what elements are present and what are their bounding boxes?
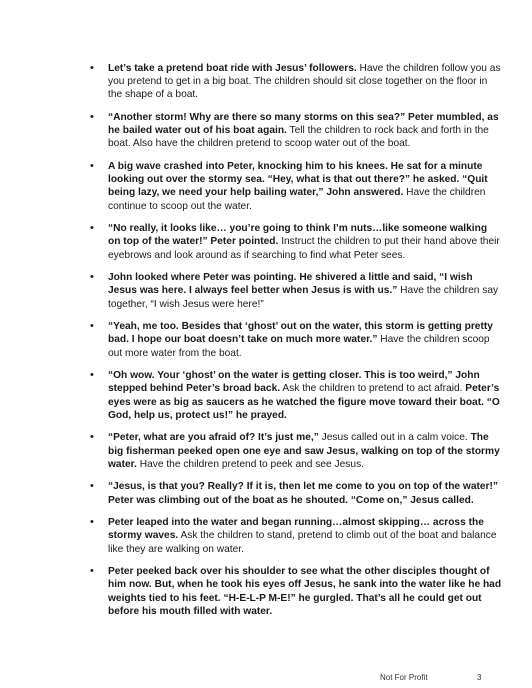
story-bullet-list (82, 62, 502, 627)
list-item: • Peter leaped into the water and began running…almost skipping… across the stormy waves. Ask the children to stand, pretend to climb out of the boat and balance like they are walking on water. (90, 516, 497, 555)
list-item: • “Jesus, is that you? Really? If it is, then let me come to you on top of the water!” Peter was climbing out of the boat as he shouted. “Come on,” Jesus called. (90, 480, 499, 506)
bullet-icon: • (90, 431, 94, 444)
list-item: • “No really, it looks like… you’re going to think I’m nuts…like someone walking on top of the water!” Peter pointed. Instruct the children to put their hand above their eyebrows and look around as if searching to find what Peter sees. (90, 222, 500, 261)
list-item: • “Another storm! Why are there so many storms on this sea?” Peter mumbled, as he bailed water out of his boat again. Tell the children to rock back and forth in the boat. Also have the children pretend to scoop water out of the boat. (90, 111, 499, 150)
footer-note: Not For Profit (380, 673, 428, 682)
bullet-icon: • (90, 62, 94, 74)
bullet-icon: • (90, 516, 94, 529)
bullet-icon: • (90, 480, 94, 493)
bullet-icon: • (90, 160, 94, 172)
bullet-icon: • (90, 369, 94, 382)
bullet-icon: • (90, 565, 94, 578)
bullet-icon: • (90, 111, 94, 123)
page-number: 3 (477, 673, 482, 682)
list-item: • Let’s take a pretend boat ride with Jesus’ followers. Have the children follow you as you pretend to get in a big boat. The children should sit close together on the floor in the shape of a boat. (90, 62, 501, 101)
bullet-icon: • (90, 271, 94, 284)
list-item: • “Peter, what are you afraid of? It’s just me,” Jesus called out in a calm voice. The big fisherman peeked open one eye and saw Jesus, walking on top of the stormy water. Have the children pretend to peek and see Jesus. (90, 431, 500, 470)
bullet-icon: • (90, 320, 94, 333)
list-item: • A big wave crashed into Peter, knocking him to his knees. He sat for a minute looking out over the stormy sea. “Hey, what is that out there?” he asked. “Quit being lazy, we need your help bailing water,” John answered. Have the children continue to scoop out the water. (90, 160, 488, 212)
list-item: • “Yeah, me too. Besides that ‘ghost’ out on the water, this storm is getting pretty bad. I hope our boat doesn’t take on much more water.” Have the children scoop out more water from the boat. (90, 320, 493, 359)
list-item: • “Oh wow. Your ‘ghost’ on the water is getting closer. This is too weird,” John stepped behind Peter’s broad back. Ask the children to pretend to act afraid. Peter’s eyes were as big as saucers as he watched the figure move toward their boat. “O God, help us, protect us!” he prayed. (90, 369, 500, 421)
bullet-icon: • (90, 222, 94, 235)
list-item: • Peter peeked back over his shoulder to see what the other disciples thought of him now. But, when he took his eyes off Jesus, he sank into the water like he had weights tied to his feet. “H-E-L-P M-E!” he gurgled. That’s all he could get out before his mouth filled with water. (90, 565, 502, 617)
list-item: • John looked where Peter was pointing. He shivered a little and said, “I wish Jesus was here. I always feel better when Jesus is with us.” Have the children say together, “I wish Jesus were here!” (90, 271, 499, 310)
